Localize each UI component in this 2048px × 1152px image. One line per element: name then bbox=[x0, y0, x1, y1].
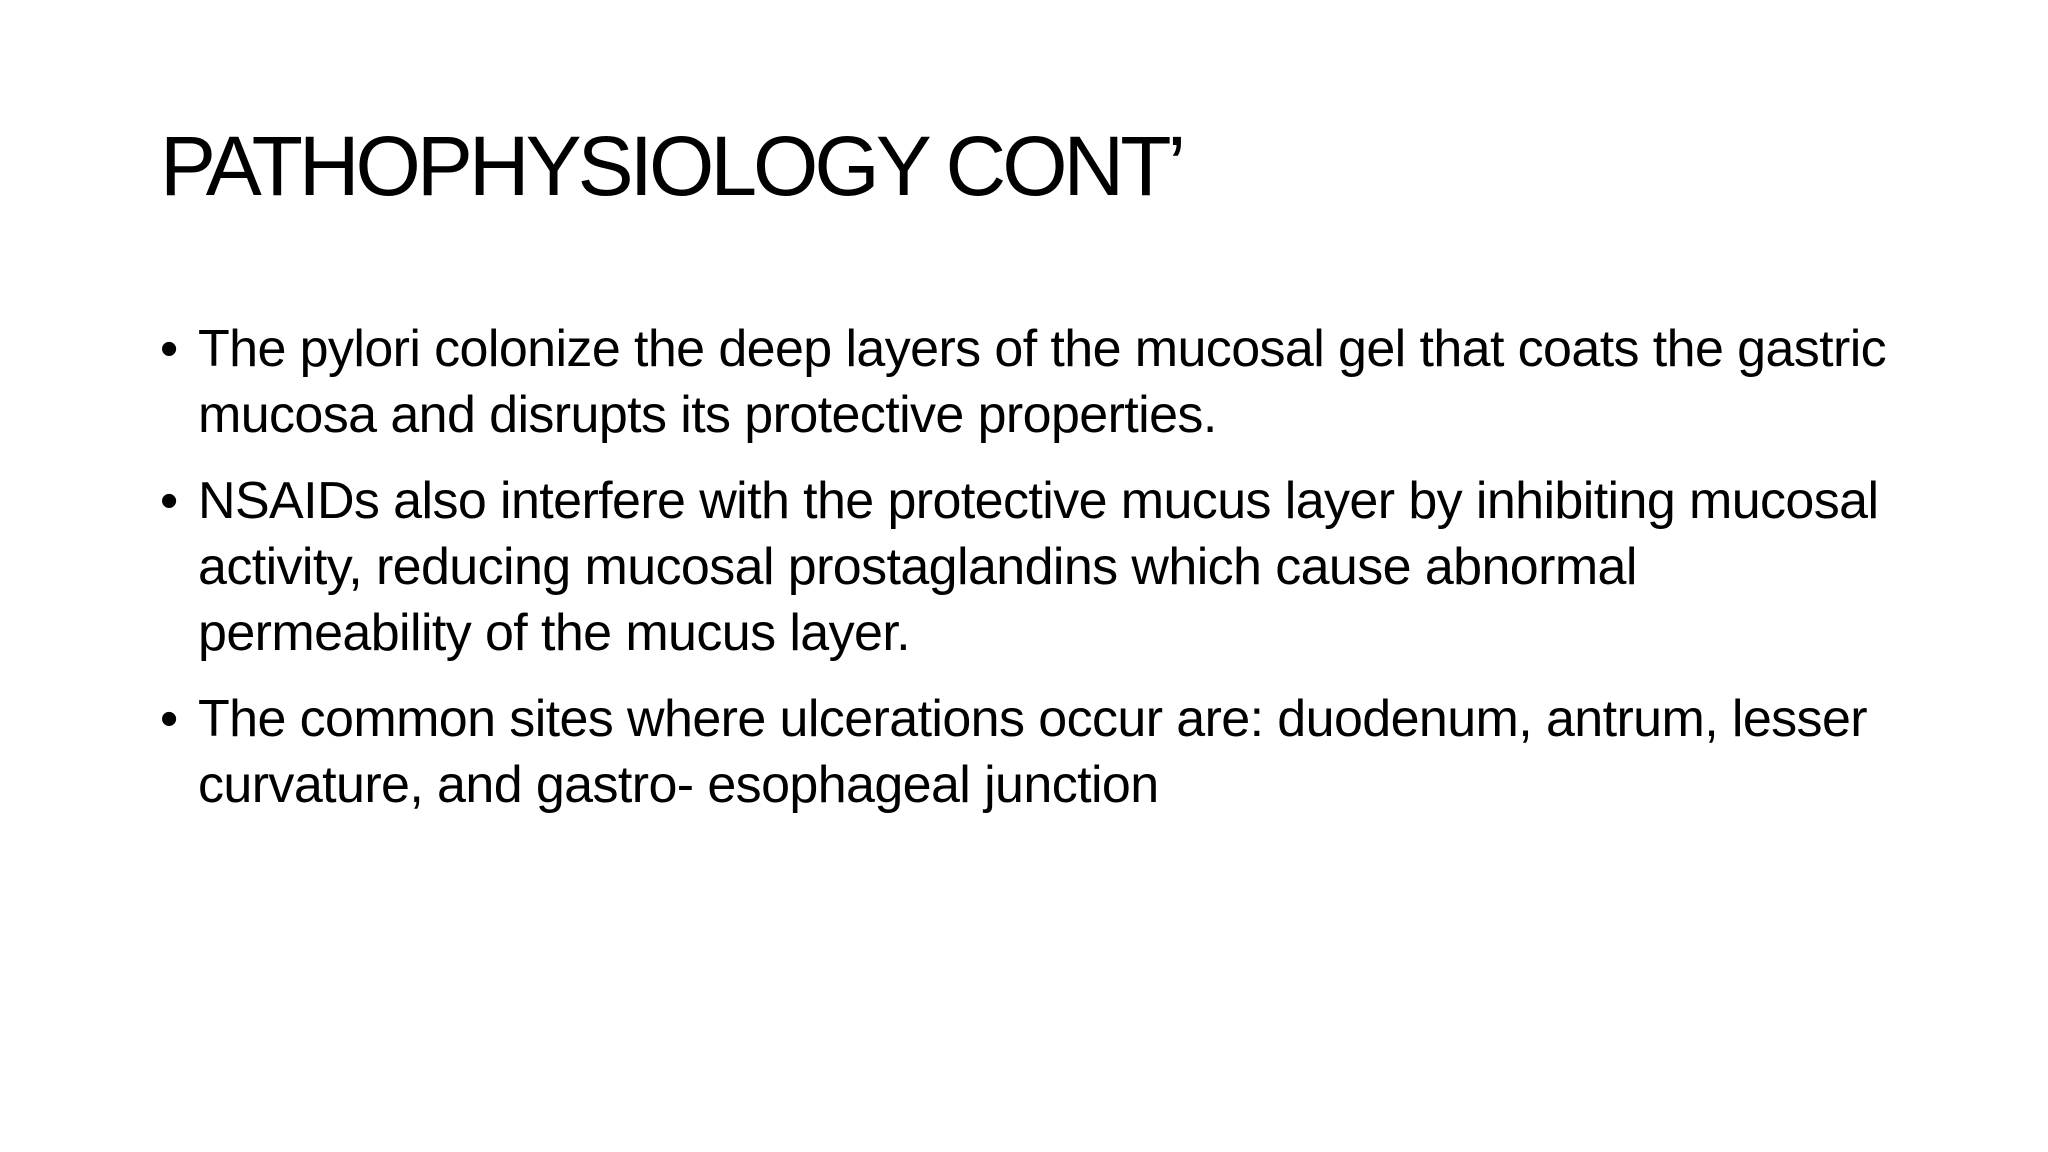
bullet-dot-icon: • bbox=[160, 472, 178, 530]
bullet-text: The common sites where ulcerations occur are: duodenum, antrum, lesser curvature, and gastro- esophageal junction bbox=[198, 690, 1867, 814]
bullet-text: NSAIDs also interfere with the protective mucus layer by inhibiting mucosal activity, reducing mucosal prostaglandins which cause abnormal permeability of the mucus layer. bbox=[198, 472, 1879, 662]
bullet-dot-icon: • bbox=[160, 690, 178, 748]
slide-title: PATHOPHYSIOLOGY CONT’ bbox=[160, 119, 1183, 213]
bullet-text: The pylori colonize the deep layers of the mucosal gel that coats the gastric mucosa and disrupts its protective properties. bbox=[198, 320, 1887, 444]
bullet-dot-icon: • bbox=[160, 320, 178, 378]
bullet-item-ulcer-sites bbox=[160, 686, 1900, 818]
bullet-item-nsaids bbox=[160, 468, 1900, 666]
bullet-item-pylori bbox=[160, 316, 1900, 448]
bullet-list bbox=[160, 316, 1900, 838]
